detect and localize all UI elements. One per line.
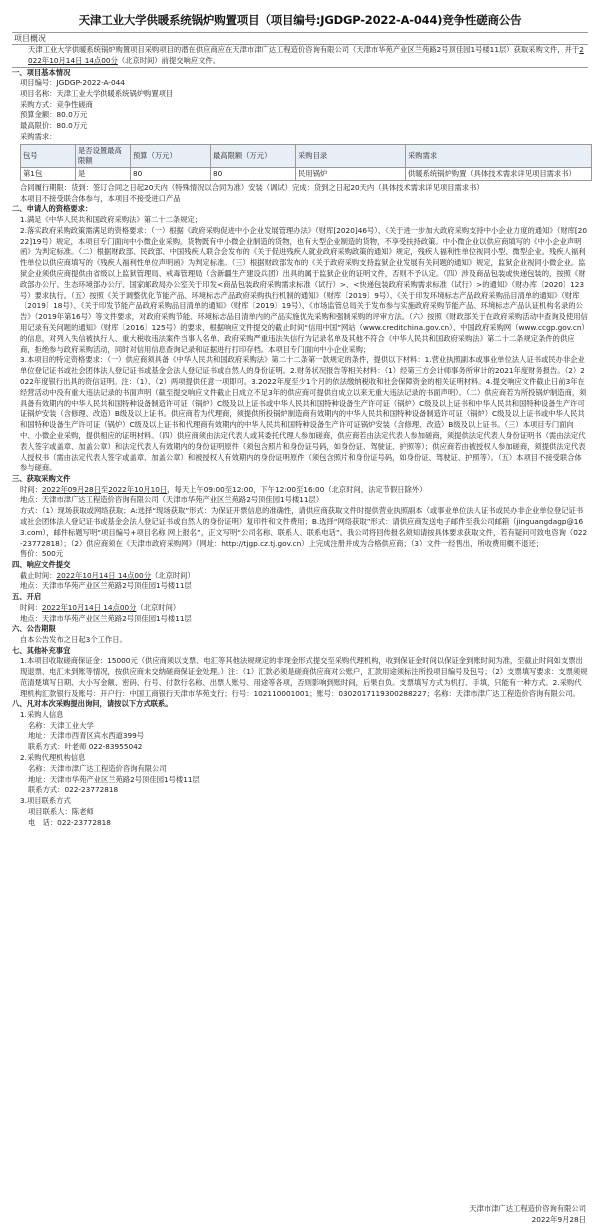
opening-time-tail: （北京时间） [136,602,181,612]
table-header-cell: 采购需求 [406,144,592,167]
overview-text [12,45,588,67]
signature-block [469,1203,586,1225]
budget-amount: 预算金额：80.0万元 [20,110,88,120]
obtain-method: 方式：（1）现场获取或网络获取；A:选择“现场获取”形式：为保证开票信息的准确性，请供应商获取文件时提供营业执照副本（或事业单位法人证书或民办非企业单位登记证书或社会团体法人登记证书或基金会法人登记证书或自然人的身份证明）复印件和文件费用；B.选择“网络获取”形式：请供应商发送电子邮件至我公司邮箱（jinguangdagp@163.com），邮件标题写明“项目编号+项目名称 网上报名”，正文写明“公司名称、联系人、联系电话”。我公司将回传报名须知请按具体要求获取文件，若有疑问可致电咨询（022-23772818）；（2）供应商须在《天津市政府采购网》（网址：http://tjgp.cz.tj.gov.cn）上完成注册并成为合格供应商；（3）文件一经售出，所收费用概不退还； [20,506,588,548]
agency-title: 2.采购代理机构信息 [20,753,86,763]
overview-body: 天津工业大学供暖系统锅炉购置项目采购项目的潜在供应商应在天津市津广达工程造价咨询有限公司（天津市华苑产业区兰苑路2号顶佳园1号楼11层）获取采购文件，并于 [28,45,580,54]
table-cell: 80 [131,167,211,180]
table-cell: 第1包 [21,167,76,180]
table-header-cell: 采购目录 [296,144,406,167]
section-6-heading: 六、公告期限 [12,624,56,634]
procurement-method: 采购方式：竞争性磋商 [20,99,93,109]
project-name: 项目名称：天津工业大学供暖系统锅炉购置项目 [20,88,174,98]
package-table [20,144,592,181]
max-price: 最高限价：80.0万元 [20,121,88,131]
section-4-heading: 四、响应文件提交 [12,560,71,570]
submission-deadline-tail: （北京时间） [151,570,195,580]
signature-org: 天津市津广达工程造价咨询有限公司 [469,1204,586,1213]
agency-name: 名称：天津市津广达工程造价咨询有限公司 [28,763,167,773]
section-3-heading: 三、获取采购文件 [12,474,71,484]
supplementary-info: 1.本项目收取磋商保证金：15000元（供应商须以支票、电汇等其他法规规定的非现金形式提交至采购代理机构，收到保证金时间以保证金到账时间为准，至截止时间如支票出现退票、电汇未到账等情况，按供应商未交纳磋商保证金处理。）注：（1）汇款必须是磋商供应商对公账户，汇款用途须标注所投项目编号及包号；（2）支票填写要求：支票须规范清楚填写日期、大小写金额、密码、行号、付款行名称、出票人账号、用途等各项，否则影响到账时间，后果自负。支票填写方式为机打、手填，只能有一种方式。2.采购代理机构汇款银行及账号：开户行：中国工商银行天津市华苑支行；行号：102110001001；账号：0302017119300288227；名称：天津市津广达工程造价咨询有限公司。 [20,656,588,698]
table-cell: 供暖系统锅炉购置（具体技术需求详见项目需求书） [406,167,592,180]
submission-deadline-value: 2022年10月14日 14点00分 [56,570,151,580]
purchaser-address: 地址：天津市西青区宾水西道399号 [28,731,145,741]
overview-label: 项目概况 [14,34,46,43]
table-header-cell: 最高限额（万元） [211,144,296,167]
consortium-note: 本项目不接受联合体参与，本项目不接受进口产品 [20,193,181,203]
qualification-2: 2.落实政府采购政策需满足的资格要求：（一）根据《政府采购促进中小企业发展管理办法》（财库[2020]46号）、《关于进一步加大政府采购支持中小企业力度的通知》（财库[2022]19号）规定，本项目专门面向中小微企业采购。货物既有中小微企业制造的货物，也有大型企业制造的货物，不享受扶持政策。中小微企业以供应商填写的《中小企业声明函》为判定标准。（二）根据财政部、民政部、中国残疾人联合会发布的《关于促进残疾人就业政府采购政策的通知》规定，残疾人福利性单位视同小型、微型企业。残疾人福利性单位以供应商填写的《残疾人福利性单位声明函》为判定标准。（三）根据财政部发布的《关于政府采购支持监狱企业发展有关问题的通知》规定，监狱企业视同小微企业。监狱企业须供应商提供由省级以上监狱管理局、戒毒管理局（含新疆生产建设兵团）出具的属于监狱企业的证明文件，否则不予认定。（四）涉及商品包装或快递包装的，按照《财政部办公厅、生态环境部办公厅、国家邮政局办公室关于印发<商品包装政府采购需求标准（试行）>、<快递包装政府采购需求标准（试行）>的通知》（财办库〔2020〕123号）要求执行。（五）按照《关于调整优化节能产品、环境标志产品政府采购执行机制的通知》（财库〔2019〕9号）、《关于印发环境标志产品政府采购品目清单的通知》（财库〔2019〕18号）、《关于印发节能产品政府采购品目清单的通知》（财库〔2019〕19号）、《市场监管总局关于发布参与实施政府采购节能产品、环境标志产品认证机构名录的公告》（2019年第16号）等文件要求，对政府采购节能、环境标志品目清单内的产品实施优先采购和强制采购的评审方法。（六）按照《财政部关于在政府采购活动中查询及使用信用记录有关问题的通知》（财库〔2016〕125号）的要求，根据响应文件提交的截止时间“信用中国”网站（www.creditchina.gov.cn）、中国政府采购网（www.ccgp.gov.cn）的信息，对列入失信被执行人、重大税收违法案件当事人名单、政府采购严重违法失信行为记录名单及其他不符合《中华人民共和国政府采购法》第二十二条规定条件的供应商，拒绝参与政府采购活动，同时对信用信息查询记录和证据进行打印存档。本项目专门面向中小企业采购； [20,225,588,354]
purchaser-name: 名称：天津工业大学 [28,720,94,730]
table-row [21,167,592,180]
opening-time-label: 时间： [20,602,42,612]
table-header-cell: 是否设置最高限额 [76,144,131,167]
obtain-time-label: 时间： [20,484,42,494]
section-5-heading: 五、开启 [12,592,42,602]
table-header-row [21,144,592,167]
obtain-place: 地点：天津市津广达工程造价咨询有限公司（天津市华苑产业区兰苑路2号顶佳园1号楼11层） [20,495,324,505]
table-cell: 民用锅炉 [296,167,406,180]
contract-period: 合同履行期限：货到：签订合同之日起20天内（特殊情况以合同为准）安装（调试）完成：货到之日起20天内（具体技术需求详见项目需求书） [20,182,484,192]
submission-place: 地点：天津市华苑产业区兰苑路2号顶佳园1号楼11层 [20,581,192,591]
overview-deadline: 2022年10月14日 14点00分 [28,45,584,65]
table-cell: 是 [76,167,131,180]
project-contact-phone: 电 话：022-23772818 [28,817,111,827]
submission-deadline-label: 截止时间： [20,570,57,580]
obtain-time-end: 2022年10月10日 [108,484,168,494]
section-7-heading: 七、其他补充事宜 [12,645,71,655]
section-8-heading: 八、凡对本次采购提出询问，请按以下方式联系。 [12,699,173,709]
project-number: 项目编号：JGDGP-2022-A-044 [20,78,125,88]
opening-time-value: 2022年10月14日 14点00分 [41,602,137,612]
table-header-cell: 预算（万元） [131,144,211,167]
section-2-heading: 二、申请人的资格要求： [12,204,93,214]
opening-time [12,603,588,614]
requirements-label: 采购需求： [20,132,57,142]
obtain-time-tail: ，每天上午09:00至12:00，下午12:00至16:00（北京时间，法定节假日除外） [167,484,427,494]
project-contact-person: 项目联系人：陈老师 [28,807,94,817]
obtain-price: 售价：500元 [20,549,64,559]
section-1-heading: 一、项目基本情况 [12,67,71,77]
qualification-3: 3.本项目的特定资格要求：（一）供应商须具备《中华人民共和国政府采购法》第二十二条第一款规定的条件，提供以下材料：1.营业执照副本或事业单位法人证书或民办非企业单位登记证书或社会团体法人登记证书或基金会法人登记证书或自然人的身份证明。2.财务状况报告等相关材料：（1）经第三方会计师事务所审计的2021年度财务报告。（2）2022年度银行出具的资信证明。注：（1）、（2）两项提供任意一项即可。3.2022年度至少1个月的依法缴纳税收和社会保障资金的相关证明材料。4.提交响应文件截止日前3年在经营活动中没有重大违法记录的书面声明（截至提交响应文件截止日成立不足3年的供应商可提供自成立以来无重大违法记录的书面声明）。（二）供应商若为所投锅炉制造商，须具备有效期内的中华人民共和国特种设备制造许可证（锅炉）C级及以上证书或中华人民共和国特种设备生产许可证（锅炉）C级及以上证书和中华人民共和国特种设备生产许可证锅炉安装（含修理、改造）B级及以上证书。供应商若为代理商，须提供所投锅炉制造商有效期内的中华人民共和国特种设备制造许可证（锅炉）C级及以上证书或中华人民共和国特种设备生产许可证（锅炉）C级及以上证书和代理商有效期内的中华人民共和国特种设备生产许可证锅炉安装（含修理、改造）B级及以上证书。（三）本项目专门面向中、小微企业采购，提供相应的证明材料。（四）供应商须由法定代表人或其委托代理人参加磋商，供应商若由法定代表人参加磋商，须提供法定代表人身份证明书（需由法定代表人签字或盖章、加盖公章）和法定代表人有效期内的身份证明原件（须包含照片和身份证号码，如身份证、驾驶证、护照等）；供应商若由被授权人参加磋商，须提供法定代表人授权书（需由法定代表人签字或盖章、加盖公章）和被授权人有效期内的身份证明原件（须包含照片和身份证号码，如身份证、驾驶证、护照等）。（五）本项目不接受联合体参与磋商。 [20,355,587,473]
obtain-time-to: 至 [100,484,109,494]
agency-address: 地址：天津市华苑产业区兰苑路2号顶佳园1号楼11层 [28,774,200,784]
obtain-time [12,485,588,496]
table-cell: 80 [211,167,296,180]
project-contact-title: 3.项目联系方式 [20,796,71,806]
obtain-time-start: 2022年09月28日 [41,484,101,494]
purchaser-contact: 联系方式：叶老师 022-83955042 [28,742,143,752]
qualification-1: 1.满足《中华人民共和国政府采购法》第二十二条规定； [20,214,203,224]
table-header-cell: 包号 [21,144,76,167]
announcement-period: 自本公告发布之日起3个工作日。 [20,634,127,644]
signature-date: 2022年9月28日 [531,1215,586,1224]
opening-place: 地点：天津市华苑产业区兰苑路2号顶佳园1号楼11层 [20,613,192,623]
submission-deadline [12,571,588,582]
agency-contact: 联系方式：022-23772818 [28,785,119,795]
page-title: 天津工业大学供暖系统锅炉购置项目（项目编号:JGDGP-2022-A-044)竞争性磋商公告 [78,13,522,27]
overview-tail: （北京时间）前提交响应文件。 [117,55,221,65]
purchaser-title: 1.采购人信息 [20,709,64,719]
